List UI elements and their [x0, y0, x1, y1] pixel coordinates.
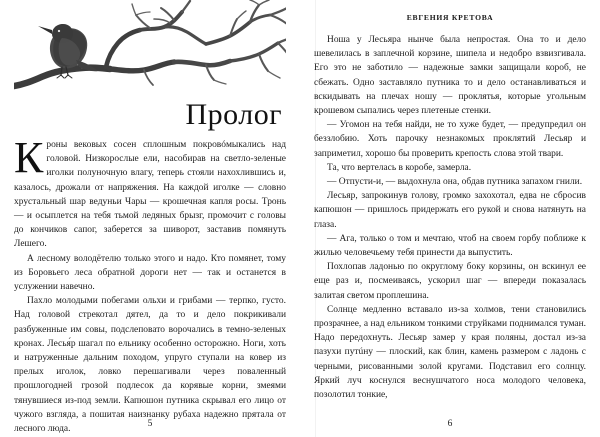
paragraph: [314, 303, 586, 402]
paragraph-text: — Отпусти-и, — выдохнула она, обдав путника запахом гнили.: [327, 177, 583, 188]
paragraph: [314, 161, 586, 175]
paragraph-text: роны вековых сосен сплошным покровóмыкались над головой. Низкорослые ели, насобирав на светло-зеленые иголки полуночную влагу, теперь стояли нахохлившись и, казалось, дрожали от напряжения. На каждой иголке — словно хрустальный шар ведуньи Чары — крошечная капля росы. Тронь — и осыплется на тебя тьмой ледяных брызг, промочит с головы до кончиков сапог, заберется за шиворот, заставив помянуть Лешего.: [14, 140, 286, 250]
paragraph-text: Та, что вертелась в коробе, замерла.: [327, 162, 472, 173]
paragraph-text: Солнце медленно вставало из-за холмов, тени становились прозрачнее, а над ельником тонкими струйками поднимался туман. Надо передохнуть. Лесьяр замер у края поляны, достал из-за пазухи путúну — плоский, как блин, камень размером с ладонь с черными, рисованными золой кругами. Подставил его солнцу. Яркий луч коснулся веснушчатого носа молодого человека, позолотил тонкие,: [314, 304, 586, 401]
right-page-body: [314, 33, 586, 402]
paragraph-text: А лесному володётелю только этого и надо. Кто помянет, тому из Боровьего леса обратной дороги нет — так и останется в услужении навечно.: [14, 253, 286, 293]
raven-on-branch-illustration: [14, 0, 286, 100]
running-head-author: ЕВГЕНИЯ КРЕТОВА: [406, 13, 494, 22]
paragraph: [14, 133, 286, 252]
paragraph: [314, 33, 586, 118]
page-number-left: 5: [147, 419, 153, 429]
page-number-right: 6: [447, 419, 453, 429]
paragraph: [14, 294, 286, 436]
drop-cap: К: [14, 133, 44, 182]
chapter-title: Пролог: [185, 98, 282, 131]
paragraph-text: — Угомон на тебя найди, не то хуже будет, — предупредил он беззлобию. Хоть парочку незнакомых проклятий Лесьяр и заприметил, хорошо бы проверить крепость слова этой твари.: [314, 120, 586, 159]
paragraph-text: Похлопав ладонью по округлому боку корзины, он вскинул ее еще раз и, посмеиваясь, ускорил шаг — впереди показалась залитая светом проплешина.: [314, 262, 586, 301]
paragraph-text: — Ага, только о том и мечтаю, чтоб на своем горбу поближе к жилью человечьему тебя принести да выпустить.: [314, 233, 586, 259]
paragraph-text: Ноша у Лесьяра нынче была непростая. Она то и дело шевелилась в заплечной корзине, шипела и недобро взвизгивала. Его это не заботило — надежные замки защищали короб, не сбежать. Одно заставляло путника то и дело останавливаться и вскидывать на плечах ношу — проклятья, которые угольным крошевом сыпались через плетеные стенки.: [314, 35, 586, 117]
paragraph: [314, 118, 586, 161]
paragraph-text: Пахло молодыми побегами ольхи и грибами — терпко, густо. Над головой стрекотал дятел, да то и дело покрикивали разбуженные им совы, подслеповато ворочались в темно-зеленых кронах. Лесья́р шагал по ельнику особенно осторожно. Ноги, хоть и натруженные дальним походом, упруго ступали на ковер из прелых иголок, ловко перешагивали через поваленный прошлогодней грозой подлесок да корявые корни, змеями тянувшиеся из-под земли. Капюшон путника скрывал его лицо от чужого взгляда, а пошитая наизнанку рубаха надежно прятала от лесного люда.: [14, 296, 286, 435]
left-page-body: [14, 133, 286, 436]
paragraph: [314, 232, 586, 260]
paragraph-text: Лесьяр, запрокинув голову, громко захохотал, едва не сбросив капюшон — пришлось придержать его рукой и снова натянуть на глаза.: [314, 191, 586, 230]
page-right: [300, 0, 600, 437]
paragraph: [314, 189, 586, 232]
paragraph: [314, 260, 586, 303]
paragraph: [314, 175, 586, 189]
paragraph: [14, 252, 286, 295]
